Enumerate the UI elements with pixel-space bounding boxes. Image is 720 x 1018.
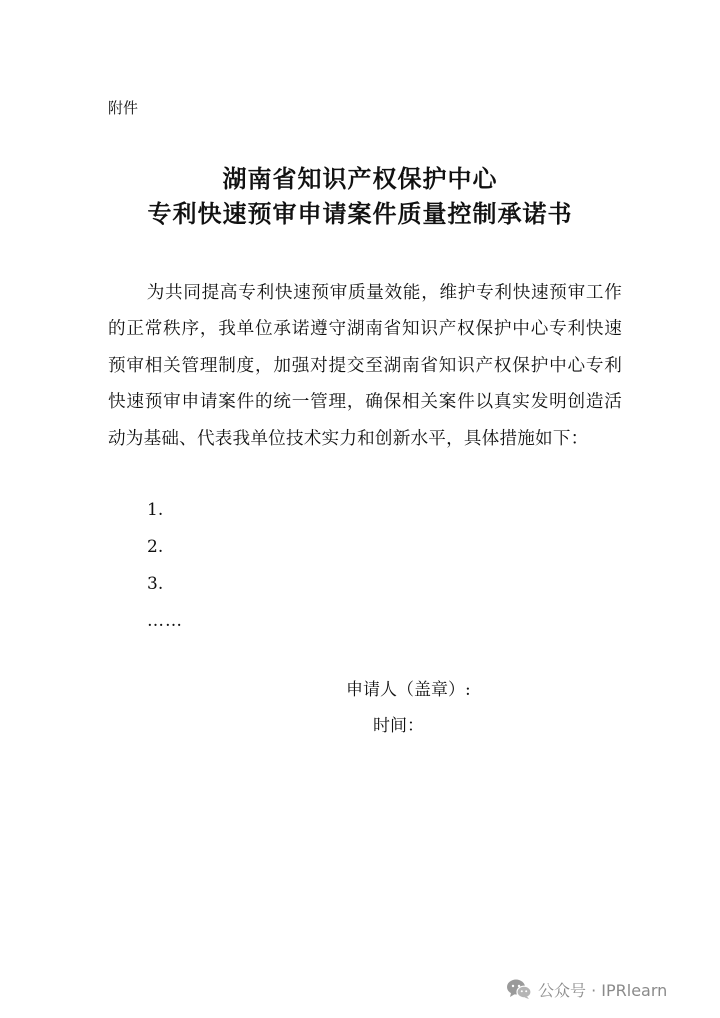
applicant-seal-label: 申请人（盖章）: xyxy=(346,680,471,700)
title-line-1: 湖南省知识产权保护中心 xyxy=(222,165,498,193)
body-paragraph: 为共同提高专利快速预审质量效能，维护专利快速预审工作的正常秩序，我单位承诺遵守湖南省知识产权保护中心专利快速预审相关管理制度，加强对提交至湖南省知识产权保护中心专利快速预审申请案件的统一管理，确保相关案件以真实发明创造活动为基础、代表我单位技术实力和创新水平，具体措施如下： xyxy=(108,283,622,449)
attachment-label: 附件 xyxy=(108,99,139,117)
time-label: 时间： xyxy=(373,716,424,736)
list-item-2: 2. xyxy=(147,537,164,557)
list-item-1: 1. xyxy=(147,500,164,520)
watermark xyxy=(506,976,667,1002)
list-item-ellipsis: …… xyxy=(147,611,183,631)
watermark-text: 公众号 · IPRlearn xyxy=(538,980,668,1000)
list-item-3: 3. xyxy=(147,574,164,594)
title-line-2: 专利快速预审申请案件质量控制承诺书 xyxy=(147,200,573,228)
wechat-icon xyxy=(506,978,532,1000)
